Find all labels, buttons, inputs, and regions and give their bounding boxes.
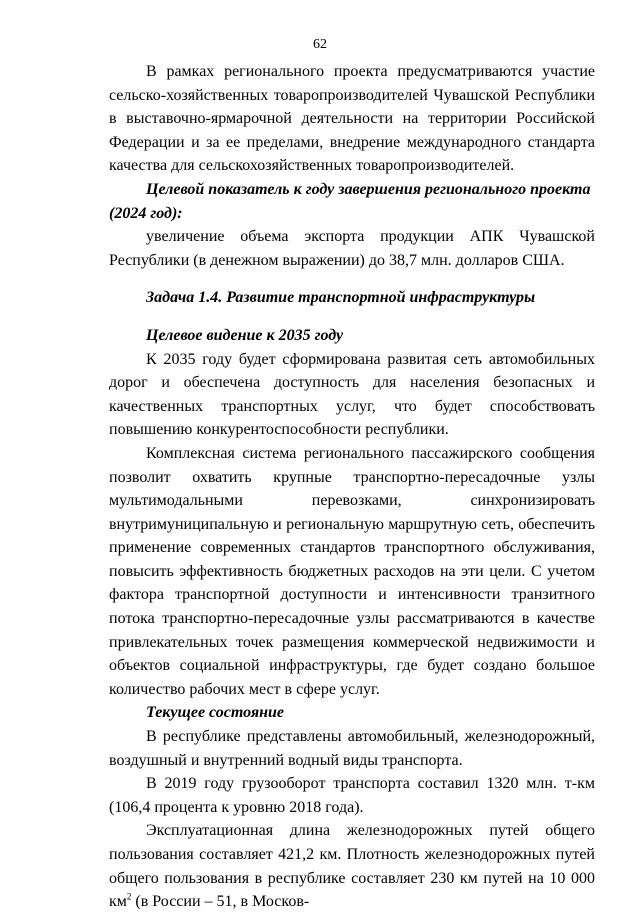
heading-current-state: Текущее состояние — [146, 704, 284, 722]
paragraph-export-target: увеличение объема экспорта продукции АПК Чувашской Республики (в денежном выражении) до 38,7 млн. долларов США. — [109, 228, 595, 269]
paragraph-railway-length — [109, 819, 595, 913]
document-body — [109, 60, 595, 914]
paragraph-freight-turnover: В 2019 году грузооборот транспорта составил 1320 млн. т-км (106,4 процента к уровню 2018 года). — [109, 775, 595, 816]
paragraph-road-network: К 2035 году будет сформирована развитая сеть автомобильных дорог и обеспечена доступность для населения безопасных и качественных транспортных услуг, что будет способствовать повышению конкурентоспособности республики. — [109, 350, 595, 439]
heading-task-1-4: Задача 1.4. Развитие транспортной инфраструктуры — [146, 289, 536, 307]
heading-target-indicator: Целевой показатель к году завершения регионального проекта (2024 год): — [109, 180, 591, 222]
paragraph-passenger-system: Комплексная система регионального пассажирского сообщения позволит охватить крупные транспортно-пересадочные узлы мультимодальными перевозками, синхронизировать внутримуниципальную и региональную маршрутную сеть, обеспечить применение современных стандартов транспортного обслуживания, повысить эффективность бюджетных расходов на эти цели. С учетом фактора транспортной доступности и интенсивности транзитного потока транспортно-пересадочные узлы рассматриваются в качестве привлекательных точек размещения коммерческой недвижимости и объектов социальной инфраструктуры, где будет создано большое количество рабочих мест в сфере услуг. — [109, 444, 595, 698]
paragraph-transport-types: В республике представлены автомобильный, железнодорожный, воздушный и внутренний водный виды транспорта. — [109, 728, 595, 769]
paragraph-regional-project: В рамках регионального проекта предусматриваются участие сельско-хозяйственных товаропроизводителей Чувашской Республики в выставочно-ярмарочной деятельности на территории Российской Федерации и за ее пределами, внедрение международного стандарта качества для сельскохозяйственных товаропроизводителей. — [109, 63, 595, 175]
railway-text-before: Эксплуатационная длина железнодорожных путей общего пользования составляет 421,2 км. Плотность железнодорожных путей общего пользования в республике составляет 230 км путей на 10 000 км — [109, 822, 595, 911]
railway-text-after: (в России – 51, в Москов- — [131, 893, 310, 911]
superscript-squared: 2 — [126, 891, 132, 902]
heading-target-vision: Целевое видение к 2035 году — [146, 326, 344, 344]
page-number: 62 — [313, 37, 327, 52]
